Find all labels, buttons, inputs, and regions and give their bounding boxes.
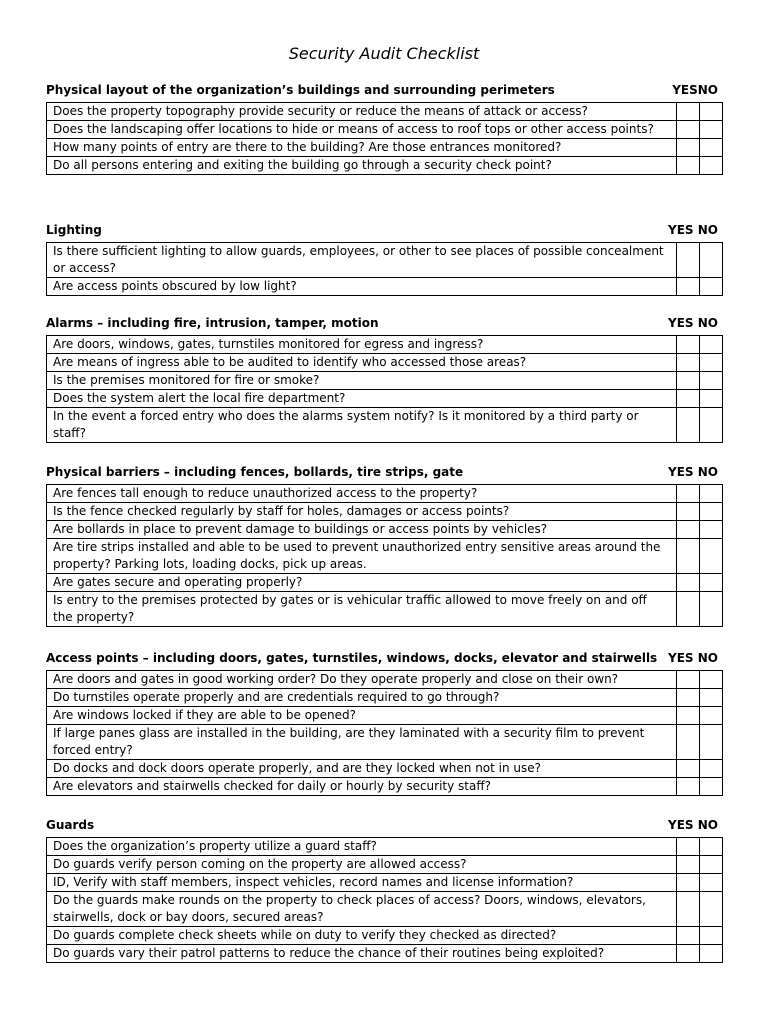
yes-cell[interactable] xyxy=(677,856,700,874)
question-text: Do turnstiles operate properly and are credentials required to go through? xyxy=(47,689,677,707)
no-cell[interactable] xyxy=(700,139,723,157)
yes-cell[interactable] xyxy=(677,354,700,372)
no-cell[interactable] xyxy=(700,503,723,521)
yes-no-label: YES NO xyxy=(668,465,718,479)
table-row xyxy=(47,157,723,175)
no-cell[interactable] xyxy=(700,671,723,689)
no-cell[interactable] xyxy=(700,725,723,760)
yes-no-label: YES NO xyxy=(668,223,718,237)
section-header xyxy=(46,648,722,668)
table-row xyxy=(47,103,723,121)
section-heading: Physical barriers – including fences, bollards, tire strips, gate xyxy=(46,465,464,479)
table-row xyxy=(47,121,723,139)
question-table xyxy=(46,837,723,963)
question-text: Is the premises monitored for fire or smoke? xyxy=(47,372,677,390)
question-text: Do guards verify person coming on the property are allowed access? xyxy=(47,856,677,874)
table-row xyxy=(47,354,723,372)
question-text: Does the property topography provide security or reduce the means of attack or access? xyxy=(47,103,677,121)
table-row xyxy=(47,372,723,390)
no-cell[interactable] xyxy=(700,689,723,707)
question-text: Does the landscaping offer locations to hide or means of access to roof tops or other access points? xyxy=(47,121,677,139)
yes-cell[interactable] xyxy=(677,689,700,707)
question-text: Are bollards in place to prevent damage to buildings or access points by vehicles? xyxy=(47,521,677,539)
table-row xyxy=(47,725,723,760)
yes-cell[interactable] xyxy=(677,927,700,945)
no-cell[interactable] xyxy=(700,121,723,139)
section-alarms xyxy=(46,313,722,443)
yes-cell[interactable] xyxy=(677,372,700,390)
yes-cell[interactable] xyxy=(677,760,700,778)
question-table xyxy=(46,670,723,796)
no-cell[interactable] xyxy=(700,521,723,539)
question-text: Does the organization’s property utilize a guard staff? xyxy=(47,838,677,856)
table-row xyxy=(47,574,723,592)
yes-cell[interactable] xyxy=(677,838,700,856)
table-row xyxy=(47,278,723,296)
table-row xyxy=(47,485,723,503)
yes-cell[interactable] xyxy=(677,778,700,796)
table-row xyxy=(47,760,723,778)
yes-cell[interactable] xyxy=(677,945,700,963)
yes-cell[interactable] xyxy=(677,485,700,503)
question-text: Do guards vary their patrol patterns to reduce the chance of their routines being exploited? xyxy=(47,945,677,963)
yes-cell[interactable] xyxy=(677,725,700,760)
yes-cell[interactable] xyxy=(677,103,700,121)
section-header xyxy=(46,462,722,482)
no-cell[interactable] xyxy=(700,574,723,592)
question-text: Is the fence checked regularly by staff for holes, damages or access points? xyxy=(47,503,677,521)
yes-cell[interactable] xyxy=(677,243,700,278)
yes-cell[interactable] xyxy=(677,139,700,157)
table-row xyxy=(47,778,723,796)
no-cell[interactable] xyxy=(700,354,723,372)
table-row xyxy=(47,243,723,278)
table-row xyxy=(47,671,723,689)
no-cell[interactable] xyxy=(700,157,723,175)
yes-cell[interactable] xyxy=(677,574,700,592)
section-header xyxy=(46,313,722,333)
question-text: Are tire strips installed and able to be used to prevent unauthorized entry sensitive areas around the property? Parking lots, loading docks, pick up areas. xyxy=(47,539,677,574)
table-row xyxy=(47,539,723,574)
section-header xyxy=(46,815,722,835)
section-heading: Alarms – including fire, intrusion, tamper, motion xyxy=(46,316,379,330)
yes-no-label: YESNO xyxy=(672,83,718,97)
table-row xyxy=(47,945,723,963)
table-row xyxy=(47,927,723,945)
section-physical-layout xyxy=(46,80,722,175)
yes-cell[interactable] xyxy=(677,671,700,689)
no-cell[interactable] xyxy=(700,707,723,725)
yes-cell[interactable] xyxy=(677,336,700,354)
question-text: Are doors and gates in good working order? Do they operate properly and close on their own? xyxy=(47,671,677,689)
question-text: How many points of entry are there to the building? Are those entrances monitored? xyxy=(47,139,677,157)
question-table xyxy=(46,242,723,296)
no-cell[interactable] xyxy=(700,856,723,874)
yes-cell[interactable] xyxy=(677,707,700,725)
no-cell[interactable] xyxy=(700,372,723,390)
yes-no-label: YES NO xyxy=(668,818,718,832)
yes-cell[interactable] xyxy=(677,539,700,574)
table-row xyxy=(47,707,723,725)
no-cell[interactable] xyxy=(700,485,723,503)
table-row xyxy=(47,892,723,927)
section-heading: Access points – including doors, gates, turnstiles, windows, docks, elevator and stairwells xyxy=(46,651,658,665)
question-text: Do the guards make rounds on the property to check places of access? Doors, windows, elevators, stairwells, dock or bay doors, secured areas? xyxy=(47,892,677,927)
question-text: Is entry to the premises protected by gates or is vehicular traffic allowed to move freely on and off the property? xyxy=(47,592,677,627)
yes-cell[interactable] xyxy=(677,408,700,443)
question-text: Are gates secure and operating properly? xyxy=(47,574,677,592)
table-row xyxy=(47,521,723,539)
no-cell[interactable] xyxy=(700,592,723,627)
yes-cell[interactable] xyxy=(677,592,700,627)
no-cell[interactable] xyxy=(700,760,723,778)
question-text: Is there sufficient lighting to allow guards, employees, or other to see places of possible concealment or access? xyxy=(47,243,677,278)
no-cell[interactable] xyxy=(700,336,723,354)
section-header xyxy=(46,80,722,100)
question-text: Are fences tall enough to reduce unauthorized access to the property? xyxy=(47,485,677,503)
no-cell[interactable] xyxy=(700,408,723,443)
section-guards xyxy=(46,815,722,963)
no-cell[interactable] xyxy=(700,390,723,408)
yes-cell[interactable] xyxy=(677,503,700,521)
table-row xyxy=(47,838,723,856)
question-text: Do docks and dock doors operate properly, and are they locked when not in use? xyxy=(47,760,677,778)
section-access-points xyxy=(46,648,722,796)
no-cell[interactable] xyxy=(700,945,723,963)
table-row xyxy=(47,390,723,408)
question-text: If large panes glass are installed in the building, are they laminated with a security film to prevent forced entry? xyxy=(47,725,677,760)
yes-cell[interactable] xyxy=(677,121,700,139)
yes-cell[interactable] xyxy=(677,521,700,539)
question-table xyxy=(46,484,723,627)
question-text: In the event a forced entry who does the alarms system notify? Is it monitored by a third party or staff? xyxy=(47,408,677,443)
table-row xyxy=(47,856,723,874)
yes-cell[interactable] xyxy=(677,874,700,892)
section-header xyxy=(46,220,722,240)
table-row xyxy=(47,689,723,707)
yes-no-label: YES NO xyxy=(668,316,718,330)
yes-cell[interactable] xyxy=(677,278,700,296)
yes-cell[interactable] xyxy=(677,157,700,175)
no-cell[interactable] xyxy=(700,778,723,796)
yes-no-label: YES NO xyxy=(668,651,718,665)
no-cell[interactable] xyxy=(700,874,723,892)
no-cell[interactable] xyxy=(700,927,723,945)
question-text: Are access points obscured by low light? xyxy=(47,278,677,296)
section-heading: Lighting xyxy=(46,223,102,237)
table-row xyxy=(47,336,723,354)
table-row xyxy=(47,139,723,157)
no-cell[interactable] xyxy=(700,278,723,296)
question-text: Do guards complete check sheets while on duty to verify they checked as directed? xyxy=(47,927,677,945)
no-cell[interactable] xyxy=(700,243,723,278)
question-text: ID, Verify with staff members, inspect vehicles, record names and license information? xyxy=(47,874,677,892)
yes-cell[interactable] xyxy=(677,892,700,927)
question-table xyxy=(46,102,723,175)
section-heading: Physical layout of the organization’s buildings and surrounding perimeters xyxy=(46,83,555,97)
section-lighting xyxy=(46,220,722,296)
question-table xyxy=(46,335,723,443)
section-physical-barriers xyxy=(46,462,722,627)
no-cell[interactable] xyxy=(700,539,723,574)
table-row xyxy=(47,408,723,443)
question-text: Does the system alert the local fire department? xyxy=(47,390,677,408)
section-heading: Guards xyxy=(46,818,95,832)
table-row xyxy=(47,874,723,892)
question-text: Are elevators and stairwells checked for daily or hourly by security staff? xyxy=(47,778,677,796)
question-text: Are means of ingress able to be audited to identify who accessed those areas? xyxy=(47,354,677,372)
yes-cell[interactable] xyxy=(677,390,700,408)
no-cell[interactable] xyxy=(700,103,723,121)
table-row xyxy=(47,592,723,627)
table-row xyxy=(47,503,723,521)
question-text: Are windows locked if they are able to be opened? xyxy=(47,707,677,725)
question-text: Do all persons entering and exiting the building go through a security check point? xyxy=(47,157,677,175)
no-cell[interactable] xyxy=(700,892,723,927)
question-text: Are doors, windows, gates, turnstiles monitored for egress and ingress? xyxy=(47,336,677,354)
no-cell[interactable] xyxy=(700,838,723,856)
document-title: Security Audit Checklist xyxy=(288,44,480,63)
